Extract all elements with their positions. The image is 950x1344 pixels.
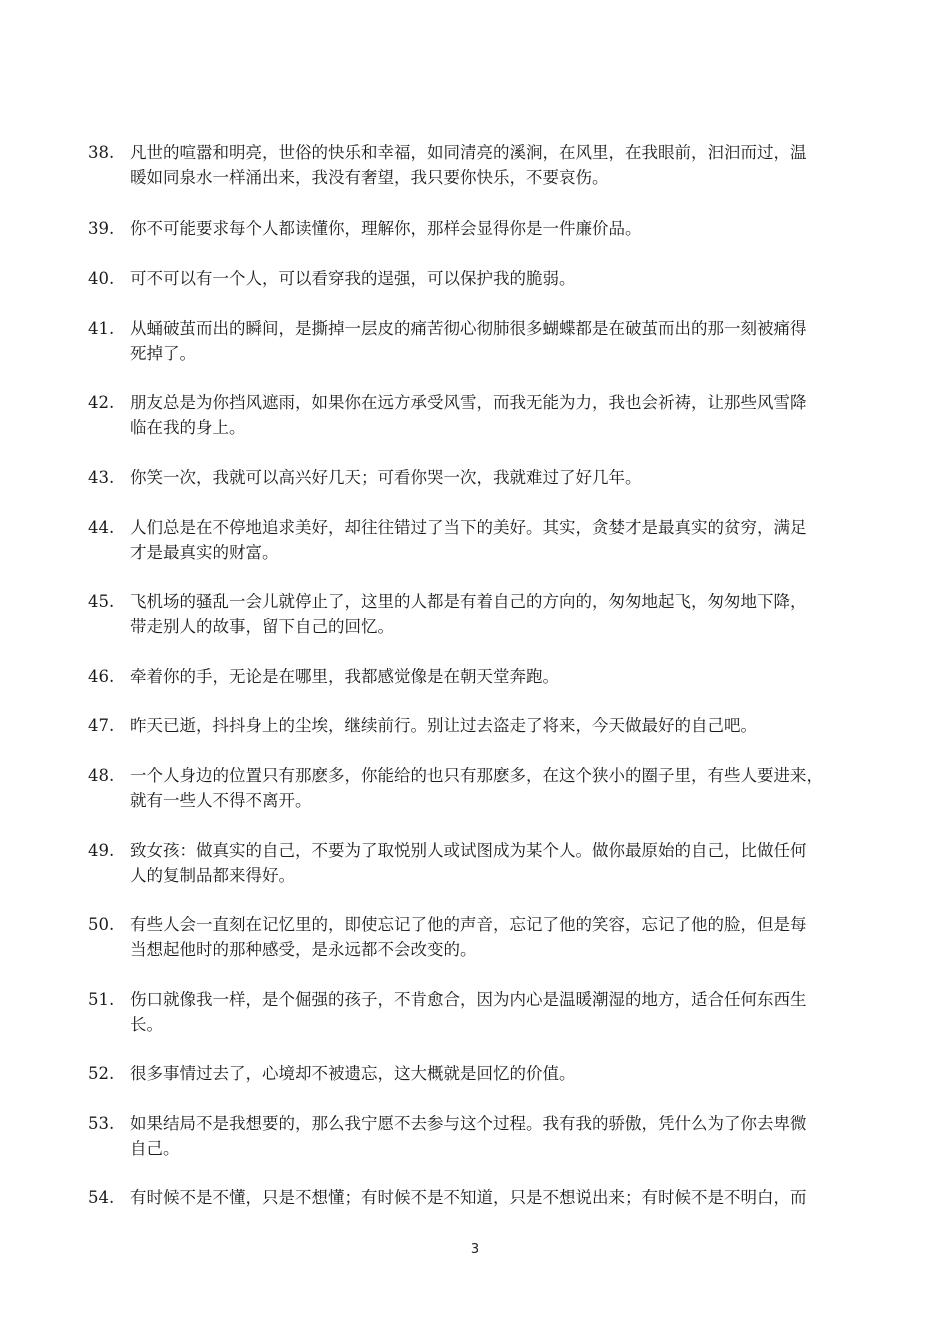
item-text [130,590,868,639]
item-text-line: 就有一些人不得不离开。 [130,790,312,810]
item-text-line: 一个人身边的位置只有那麽多，你能给的也只有那麽多，在这个狭小的圈子里，有些人要进来， [130,766,823,785]
item-number: 45. [88,592,115,611]
item-text-line: 你不可能要求每个人都读懂你，理解你，那样会显得你是一件廉价品。 [130,219,642,238]
item-text-line: 昨天已逝，抖抖身上的尘埃，继续前行。别让过去盗走了将来，今天做最好的自己吧。 [130,716,757,735]
item-text-line: 凡世的喧嚣和明亮，世俗的快乐和幸福，如同清亮的溪涧，在风里，在我眼前，汩汩而过，温 [130,143,807,162]
item-text-line: 带走别人的故事，留下自己的回忆。 [130,616,394,636]
item-text [130,317,868,366]
item-text [130,839,868,888]
item-number: 39. [88,219,115,238]
item-number: 42. [88,393,115,412]
item-text-line: 牵着你的手，无论是在哪里，我都感觉像是在朝天堂奔跑。 [130,667,559,686]
item-text [130,1186,868,1211]
item-text-line: 自己。 [130,1138,180,1158]
item-text-line: 你笑一次，我就可以高兴好几天；可看你哭一次，我就难过了好几年。 [130,468,642,487]
item-text-line: 朋友总是为你挡风遮雨，如果你在远方承受风雪，而我无能为力，我也会祈祷，让那些风雪降 [130,393,807,412]
item-text-line: 伤口就像我一样，是个倔强的孩子，不肯愈合，因为内心是温暖潮湿的地方，适合任何东西生 [130,990,807,1009]
item-text-line: 致女孩：做真实的自己，不要为了取悦别人或试图成为某个人。做你最原始的自己，比做任何 [130,841,807,860]
item-text-line: 飞机场的骚乱一会儿就停止了，这里的人都是有着自己的方向的，匆匆地起飞，匆匆地下降， [130,592,807,611]
item-text [130,1062,868,1087]
item-text-line: 从蛹破茧而出的瞬间，是撕掉一层皮的痛苦彻心彻肺很多蝴蝶都是在破茧而出的那一刻被痛得 [130,319,807,338]
page-number: 3 [470,1242,480,1257]
item-number: 46. [88,667,115,686]
item-text [130,764,868,813]
item-number: 49. [88,841,115,860]
item-text [130,1112,868,1161]
item-number: 43. [88,468,115,487]
item-number: 52. [88,1064,115,1083]
item-number: 50. [88,915,115,934]
item-text [130,913,868,962]
item-number: 53. [88,1114,115,1133]
item-text-line: 暖如同泉水一样涌出来，我没有奢望，我只要你快乐，不要哀伤。 [130,167,609,187]
item-number: 48. [88,766,115,785]
item-text-line: 如果结局不是我想要的，那么我宁愿不去参与这个过程。我有我的骄傲，凭什么为了你去卑微 [130,1114,807,1133]
item-text [130,391,868,440]
item-text-line: 死掉了。 [130,343,196,363]
item-number: 47. [88,716,115,735]
item-text-line: 有些人会一直刻在记忆里的，即使忘记了他的声音，忘记了他的笑容，忘记了他的脸，但是每 [130,915,807,934]
item-number: 51. [88,990,115,1009]
item-text-line: 才是最真实的财富。 [130,542,279,562]
item-text [130,714,868,739]
item-text [130,988,868,1037]
item-text [130,516,868,565]
item-text [130,665,868,690]
item-text [130,141,868,190]
item-number: 54. [88,1188,115,1207]
item-text [130,267,868,292]
item-text-line: 长。 [130,1014,163,1034]
item-number: 41. [88,319,115,338]
item-text-line: 人们总是在不停地追求美好，却往往错过了当下的美好。其实，贪婪才是最真实的贫穷，满足 [130,518,807,537]
item-text-line: 人的复制品都来得好。 [130,865,295,885]
item-text-line: 可不可以有一个人，可以看穿我的逞强，可以保护我的脆弱。 [130,269,576,288]
item-text-line: 临在我的身上。 [130,417,246,437]
item-number: 38. [88,143,115,162]
item-text [130,466,868,491]
item-text-line: 当想起他时的那种感受，是永远都不会改变的。 [130,939,477,959]
item-text-line: 很多事情过去了，心境却不被遗忘，这大概就是回忆的价值。 [130,1064,576,1083]
item-number: 40. [88,269,115,288]
item-text-line: 有时候不是不懂，只是不想懂；有时候不是不知道，只是不想说出来；有时候不是不明白，而 [130,1188,807,1207]
item-text [130,217,868,242]
item-number: 44. [88,518,115,537]
